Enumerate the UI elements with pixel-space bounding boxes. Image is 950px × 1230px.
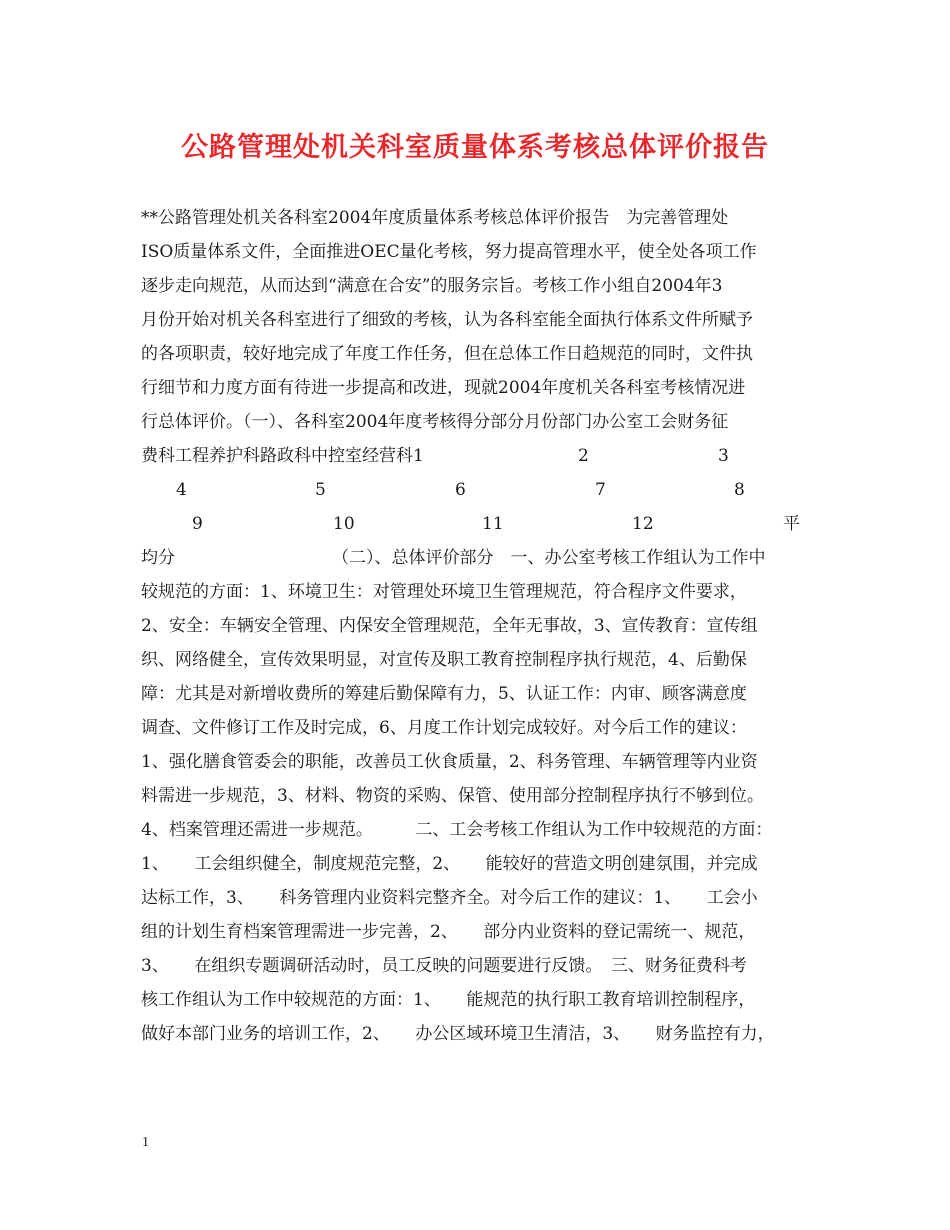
paragraph-line: 行细节和力度方面有待进一步提高和改进，现就2004年度机关各科室考核情况进 bbox=[141, 378, 746, 398]
paragraph-line: 料需进一步规范，3、材料、物资的采购、保管、使用部分控制程序执行不够到位。 bbox=[141, 786, 764, 806]
table-month-cell: 10 bbox=[333, 514, 355, 534]
table-month-cell: 5 bbox=[315, 480, 326, 500]
paragraph-line: 1、 工会组织健全，制度规范完整，2、 能较好的营造文明创建氛围，并完成 bbox=[141, 854, 758, 874]
table-month-cell: 9 bbox=[192, 514, 203, 534]
paragraph-line: 组的计划生育档案管理需进一步完善，2、 部分内业资料的登记需统一、规范， bbox=[141, 922, 756, 942]
paragraph-line: 4、档案管理还需进一步规范。 二、工会考核工作组认为工作中较规范的方面： bbox=[141, 820, 773, 840]
table-month-cell: 6 bbox=[455, 480, 466, 500]
table-month-cell: 2 bbox=[578, 446, 589, 466]
paragraph-line: 费科工程养护科路政科中控室经营科1 bbox=[141, 446, 424, 466]
table-month-cell: 7 bbox=[595, 480, 606, 500]
table-month-cell: 3 bbox=[718, 446, 729, 466]
paragraph-line: 核工作组认为工作中较规范的方面：1、 能规范的执行职工教育培训控制程序， bbox=[141, 990, 756, 1010]
paragraph-line: （二）、总体评价部分 一、办公室考核工作组认为工作中 bbox=[332, 548, 766, 568]
paragraph-line: 的各项职责，较好地完成了年度工作任务，但在总体工作日趋规范的同时，文件执 bbox=[141, 344, 753, 364]
paragraph-line: 障：尤其是对新增收费所的筹建后勤保障有力，5、认证工作：内审、顾客满意度 bbox=[141, 684, 747, 704]
paragraph-line: 1、强化膳食管委会的职能，改善员工伙食质量，2、科务管理、车辆管理等内业资 bbox=[141, 752, 758, 772]
average-label: 均分 bbox=[141, 548, 175, 568]
paragraph-line: 逐步走向规范，从而达到“满意在合安”的服务宗旨。考核工作小组自2004年3 bbox=[141, 276, 723, 296]
table-month-cell: 8 bbox=[734, 480, 745, 500]
table-month-cell: 11 bbox=[482, 514, 504, 534]
paragraph-line: 较规范的方面：1、环境卫生：对管理处环境卫生管理规范，符合程序文件要求， bbox=[141, 582, 747, 602]
paragraph-line: **公路管理处机关各科室2004年度质量体系考核总体评价报告 为完善管理处 bbox=[141, 208, 729, 228]
paragraph-line: 达标工作，3、 科务管理内业资料完整齐全。对今后工作的建议：1、 工会小 bbox=[141, 888, 758, 908]
paragraph-line: 2、安全：车辆安全管理、内保安全管理规范，全年无事故，3、宣传教育：宣传组 bbox=[141, 616, 758, 636]
document-title: 公路管理处机关科室质量体系考核总体评价报告 bbox=[181, 132, 769, 163]
paragraph-line: 调查、文件修订工作及时完成，6、月度工作计划完成较好。对今后工作的建议： bbox=[141, 718, 747, 738]
paragraph-line: 织、网络健全，宣传效果明显，对宣传及职工教育控制程序执行规范，4、后勤保 bbox=[141, 650, 747, 670]
table-month-cell: 4 bbox=[176, 480, 187, 500]
paragraph-line: 做好本部门业务的培训工作，2、 办公区域环境卫生清洁，3、 财务监控有力， bbox=[141, 1024, 775, 1044]
paragraph-line: 行总体评价。（一）、各科室2004年度考核得分部分月份部门办公室工会财务征 bbox=[141, 412, 729, 432]
paragraph-line: ISO质量体系文件，全面推进OEC量化考核，努力提高管理水平，使全处各项工作 bbox=[141, 242, 757, 262]
table-month-cell: 12 bbox=[632, 514, 654, 534]
page-number: 1 bbox=[142, 1135, 149, 1150]
paragraph-line: 月份开始对机关各科室进行了细致的考核，认为各科室能全面执行体系文件所赋予 bbox=[141, 310, 753, 330]
paragraph-line: 3、 在组织专题调研活动时，员工反映的问题要进行反馈。 三、财务征费科考 bbox=[141, 956, 747, 976]
table-month-cell: 平 bbox=[783, 514, 800, 534]
